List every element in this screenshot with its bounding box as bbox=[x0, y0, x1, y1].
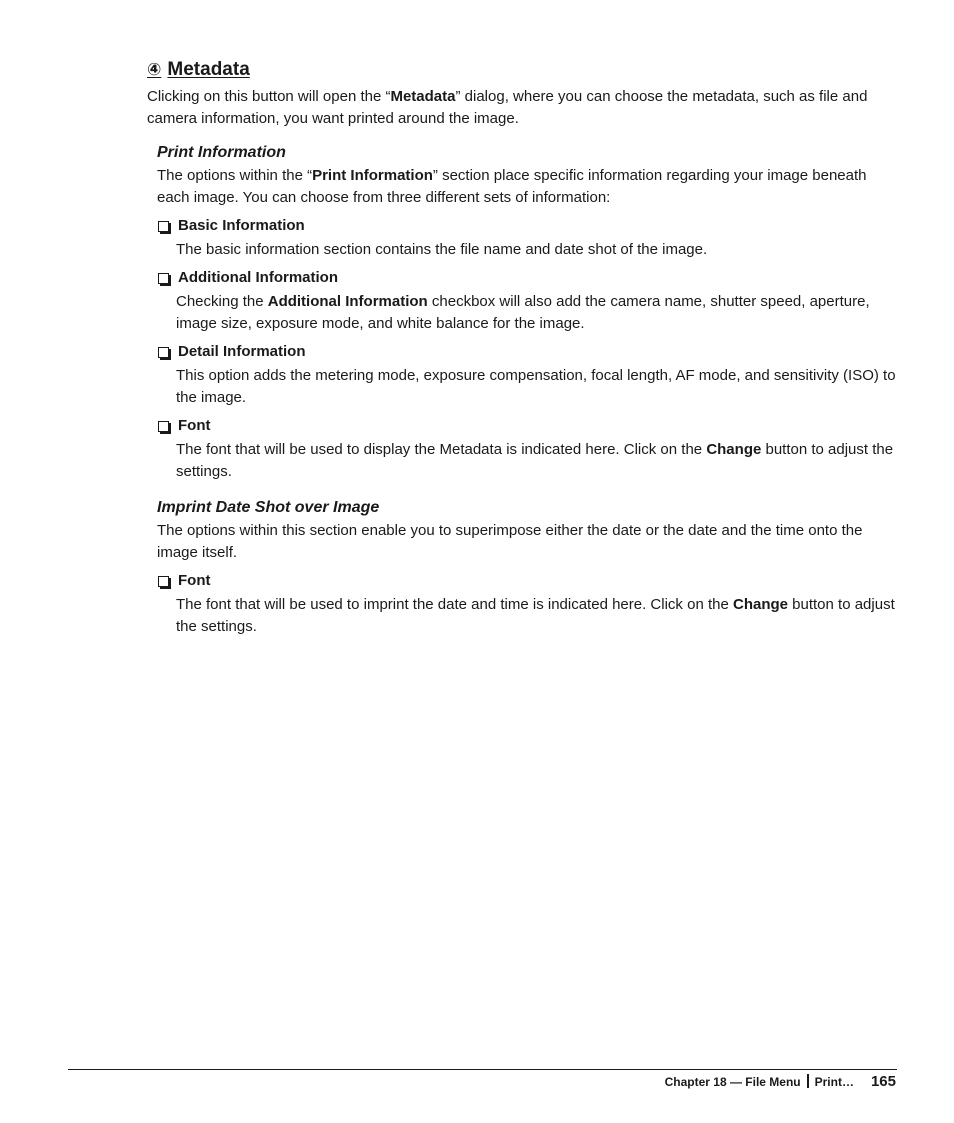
item-desc-bold: Change bbox=[732, 596, 788, 613]
print-information-desc bbox=[157, 165, 897, 209]
imprint-desc: The options within this section enable you to superimpose either the date or the date and the time onto the image itself. bbox=[157, 522, 863, 561]
list-item-detail-information bbox=[157, 342, 897, 409]
intro-text-post: ” dialog, where you can choose the metadata, such as file and camera information, you want printed around the image. bbox=[147, 88, 868, 127]
footer-separator bbox=[807, 1074, 809, 1088]
spacer bbox=[157, 490, 897, 498]
intro-text-pre: Clicking on this button will open the “ bbox=[147, 88, 391, 105]
print-information-title: Print Information bbox=[157, 144, 286, 161]
item-desc bbox=[176, 439, 897, 483]
item-desc bbox=[176, 291, 897, 335]
item-desc-pre: The font that will be used to display the Metadata is indicated here. Click on the bbox=[176, 441, 707, 458]
item-title-text: Font bbox=[178, 572, 211, 589]
imprint-section bbox=[157, 498, 897, 638]
print-info-desc-pre: The options within the “ bbox=[157, 167, 313, 184]
print-information-section bbox=[157, 143, 897, 498]
item-desc: This option adds the metering mode, exposure compensation, focal length, AF mode, and sensitivity (ISO) to the image. bbox=[176, 367, 896, 406]
checkbox-bullet-icon bbox=[158, 273, 169, 284]
circled-number-icon: ④ bbox=[147, 60, 162, 79]
list-item-font bbox=[157, 416, 897, 483]
footer-chapter: Chapter 18 — File Menu bbox=[664, 1075, 801, 1089]
item-title-text: Additional Information bbox=[178, 269, 338, 286]
item-title-text: Basic Information bbox=[178, 217, 305, 234]
checkbox-bullet-icon bbox=[158, 576, 169, 587]
footer-section: Print… bbox=[814, 1075, 854, 1089]
item-desc bbox=[176, 594, 897, 638]
section-title: Metadata bbox=[167, 59, 250, 80]
list-item-imprint-font bbox=[157, 571, 897, 638]
page-number: 165 bbox=[870, 1073, 896, 1090]
list-item-additional-information bbox=[157, 268, 897, 335]
item-desc-pre: The font that will be used to imprint the date and time is indicated here. Click on the bbox=[176, 596, 733, 613]
checkbox-bullet-icon bbox=[158, 347, 169, 358]
item-title bbox=[157, 571, 897, 591]
section-heading bbox=[147, 58, 897, 82]
item-title-text: Font bbox=[178, 417, 211, 434]
checkbox-bullet-icon bbox=[158, 221, 169, 232]
item-title bbox=[157, 268, 897, 288]
item-desc-pre: Checking the bbox=[176, 293, 268, 310]
page-content bbox=[147, 58, 897, 645]
item-desc-post: checkbox will also add the camera name, shutter speed, aperture, image size, exposure mode, and white balance for the image. bbox=[176, 293, 870, 332]
section-intro bbox=[147, 86, 897, 130]
print-info-desc-bold: Print Information bbox=[312, 167, 433, 184]
item-title bbox=[157, 416, 897, 436]
list-item-basic-information bbox=[157, 216, 897, 261]
page-footer bbox=[665, 1072, 896, 1090]
item-desc-post: button to adjust the settings. bbox=[176, 441, 894, 480]
item-title bbox=[157, 342, 897, 362]
item-title bbox=[157, 216, 897, 236]
print-info-desc-post: ” section place specific information regarding your image beneath each image. You can choose from three different sets of information: bbox=[157, 167, 867, 206]
footer-divider bbox=[68, 1069, 897, 1070]
checkbox-bullet-icon bbox=[158, 421, 169, 432]
item-desc-post: button to adjust the settings. bbox=[176, 596, 895, 635]
item-desc-bold: Change bbox=[706, 441, 762, 458]
item-desc: The basic information section contains the file name and date shot of the image. bbox=[176, 241, 708, 258]
imprint-title: Imprint Date Shot over Image bbox=[157, 499, 380, 516]
item-title-text: Detail Information bbox=[178, 343, 306, 360]
intro-text-bold: Metadata bbox=[390, 88, 456, 105]
item-desc-bold: Additional Information bbox=[267, 293, 428, 310]
